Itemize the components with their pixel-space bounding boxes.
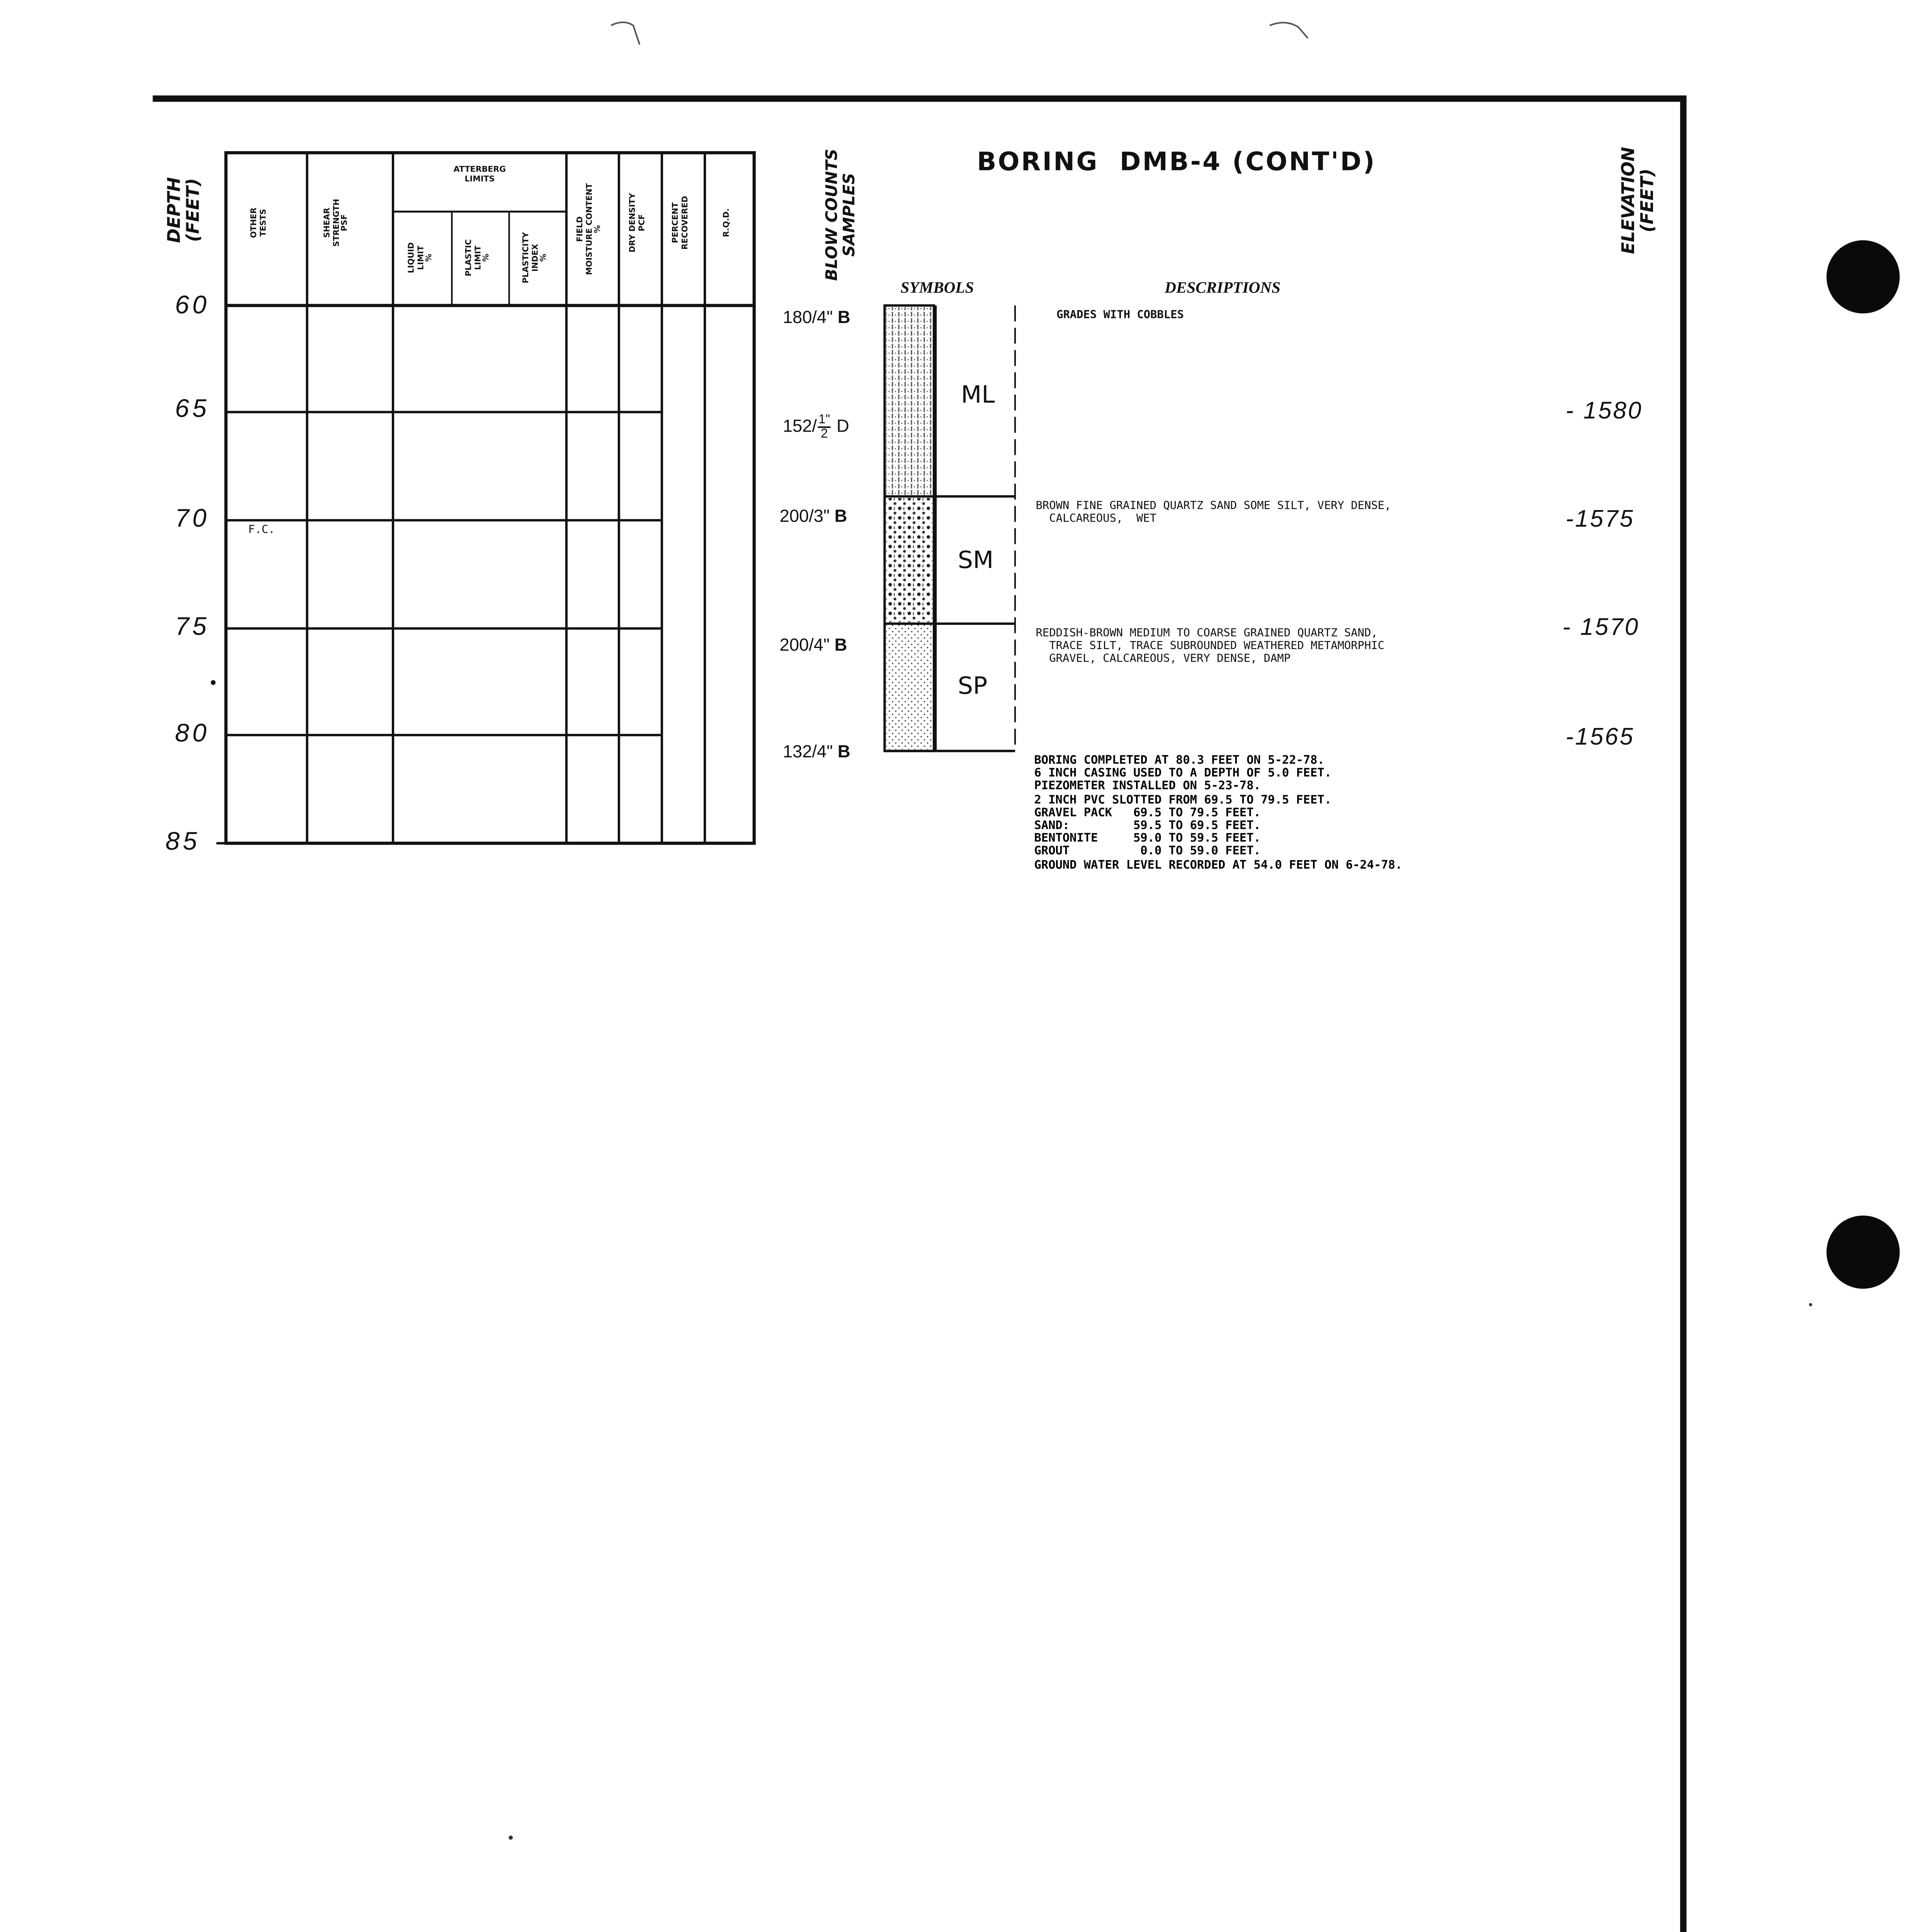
description-sm: BROWN FINE GRAINED QUARTZ SAND SOME SILT, VERY DENSE, CALCAREOUS, WET: [1036, 499, 1391, 525]
note-line: BENTONITE 59.0 TO 59.5 FEET.: [1034, 831, 1261, 845]
note-line: 2 INCH PVC SLOTTED FROM 69.5 TO 79.5 FEET.: [1034, 791, 1332, 806]
elevation-1575: -1575: [1565, 506, 1635, 533]
blow-count-2: 152/ $\frac{1"}{2}$ D: [782, 412, 849, 441]
header-plastic-limit: PLASTIC LIMIT %: [464, 239, 492, 276]
completion-notes: [1034, 754, 1402, 872]
depth-tick-65: 65: [175, 396, 210, 423]
soil-code-sp: SP: [957, 671, 988, 700]
soil-code-ml: ML: [961, 380, 995, 409]
elevation-axis-label: ELEVATION (FEET): [1618, 147, 1658, 254]
other-tests-note: F.C.: [248, 523, 275, 536]
depth-axis-label: DEPTH (FEET): [164, 177, 204, 243]
blow-count-3: 200/3" B: [779, 507, 847, 527]
soil-code-sm: SM: [957, 546, 994, 575]
depth-tick-85: 85: [165, 829, 200, 856]
description-ml: GRADES WITH COBBLES: [1056, 308, 1184, 321]
header-atterberg-limits: ATTERBERG LIMITS: [453, 165, 506, 185]
depth-tick-80: 80: [175, 721, 210, 748]
header-liquid-limit: LIQUID LIMIT %: [407, 242, 435, 273]
header-rqd: R.Q.D.: [722, 208, 732, 237]
elevation-1580: - 1580: [1565, 398, 1643, 425]
boring-title: BORING DMB-4 (CONT'D): [977, 146, 1376, 177]
note-line: GRAVEL PACK 69.5 TO 79.5 FEET.: [1034, 804, 1261, 819]
elevation-1565: -1565: [1565, 724, 1635, 751]
depth-tick-75: 75: [175, 614, 210, 641]
descriptions-label: DESCRIPTIONS: [1165, 280, 1281, 298]
header-percent-recovered: PERCENT RECOVERED: [671, 196, 690, 250]
symbols-label: SYMBOLS: [900, 280, 974, 298]
note-line: 6 INCH CASING USED TO A DEPTH OF 5.0 FEET.: [1034, 765, 1332, 780]
header-shear-strength: SHEAR STRENGTH PSF: [323, 199, 350, 247]
depth-tick-60: 60: [175, 293, 210, 320]
blow-count-5: 132/4" B: [782, 743, 850, 762]
blow-count-4: 200/4" B: [779, 636, 847, 656]
header-other-tests: OTHER TESTS: [250, 207, 268, 238]
note-line: BORING COMPLETED AT 80.3 FEET ON 5-22-78.: [1034, 752, 1325, 767]
note-line: GROUND WATER LEVEL RECORDED AT 54.0 FEET ON 6-24-78.: [1034, 857, 1403, 871]
blow-counts-label: BLOW COUNTS SAMPLES: [824, 148, 859, 281]
blow-count-1: 180/4" B: [782, 308, 850, 328]
note-line: PIEZOMETER INSTALLED ON 5-23-78.: [1034, 779, 1261, 793]
description-sp: REDDISH-BROWN MEDIUM TO COARSE GRAINED QUARTZ SAND, TRACE SILT, TRACE SUBROUNDED WEATHERED METAMORPHIC GRAVEL, CALCAREOUS, VERY DENSE, DAMP: [1036, 627, 1384, 665]
header-field-moisture: FIELD MOISTURE CONTENT %: [576, 183, 603, 275]
elevation-1570: - 1570: [1562, 614, 1640, 641]
header-plasticity-index: PLASTICITY INDEX %: [522, 232, 549, 284]
depth-tick-70: 70: [175, 506, 210, 533]
header-dry-density: DRY DENSITY PCF: [628, 193, 647, 253]
note-line: GROUT 0.0 TO 59.0 FEET.: [1034, 844, 1261, 859]
note-line: SAND: 59.5 TO 69.5 FEET.: [1034, 818, 1261, 832]
